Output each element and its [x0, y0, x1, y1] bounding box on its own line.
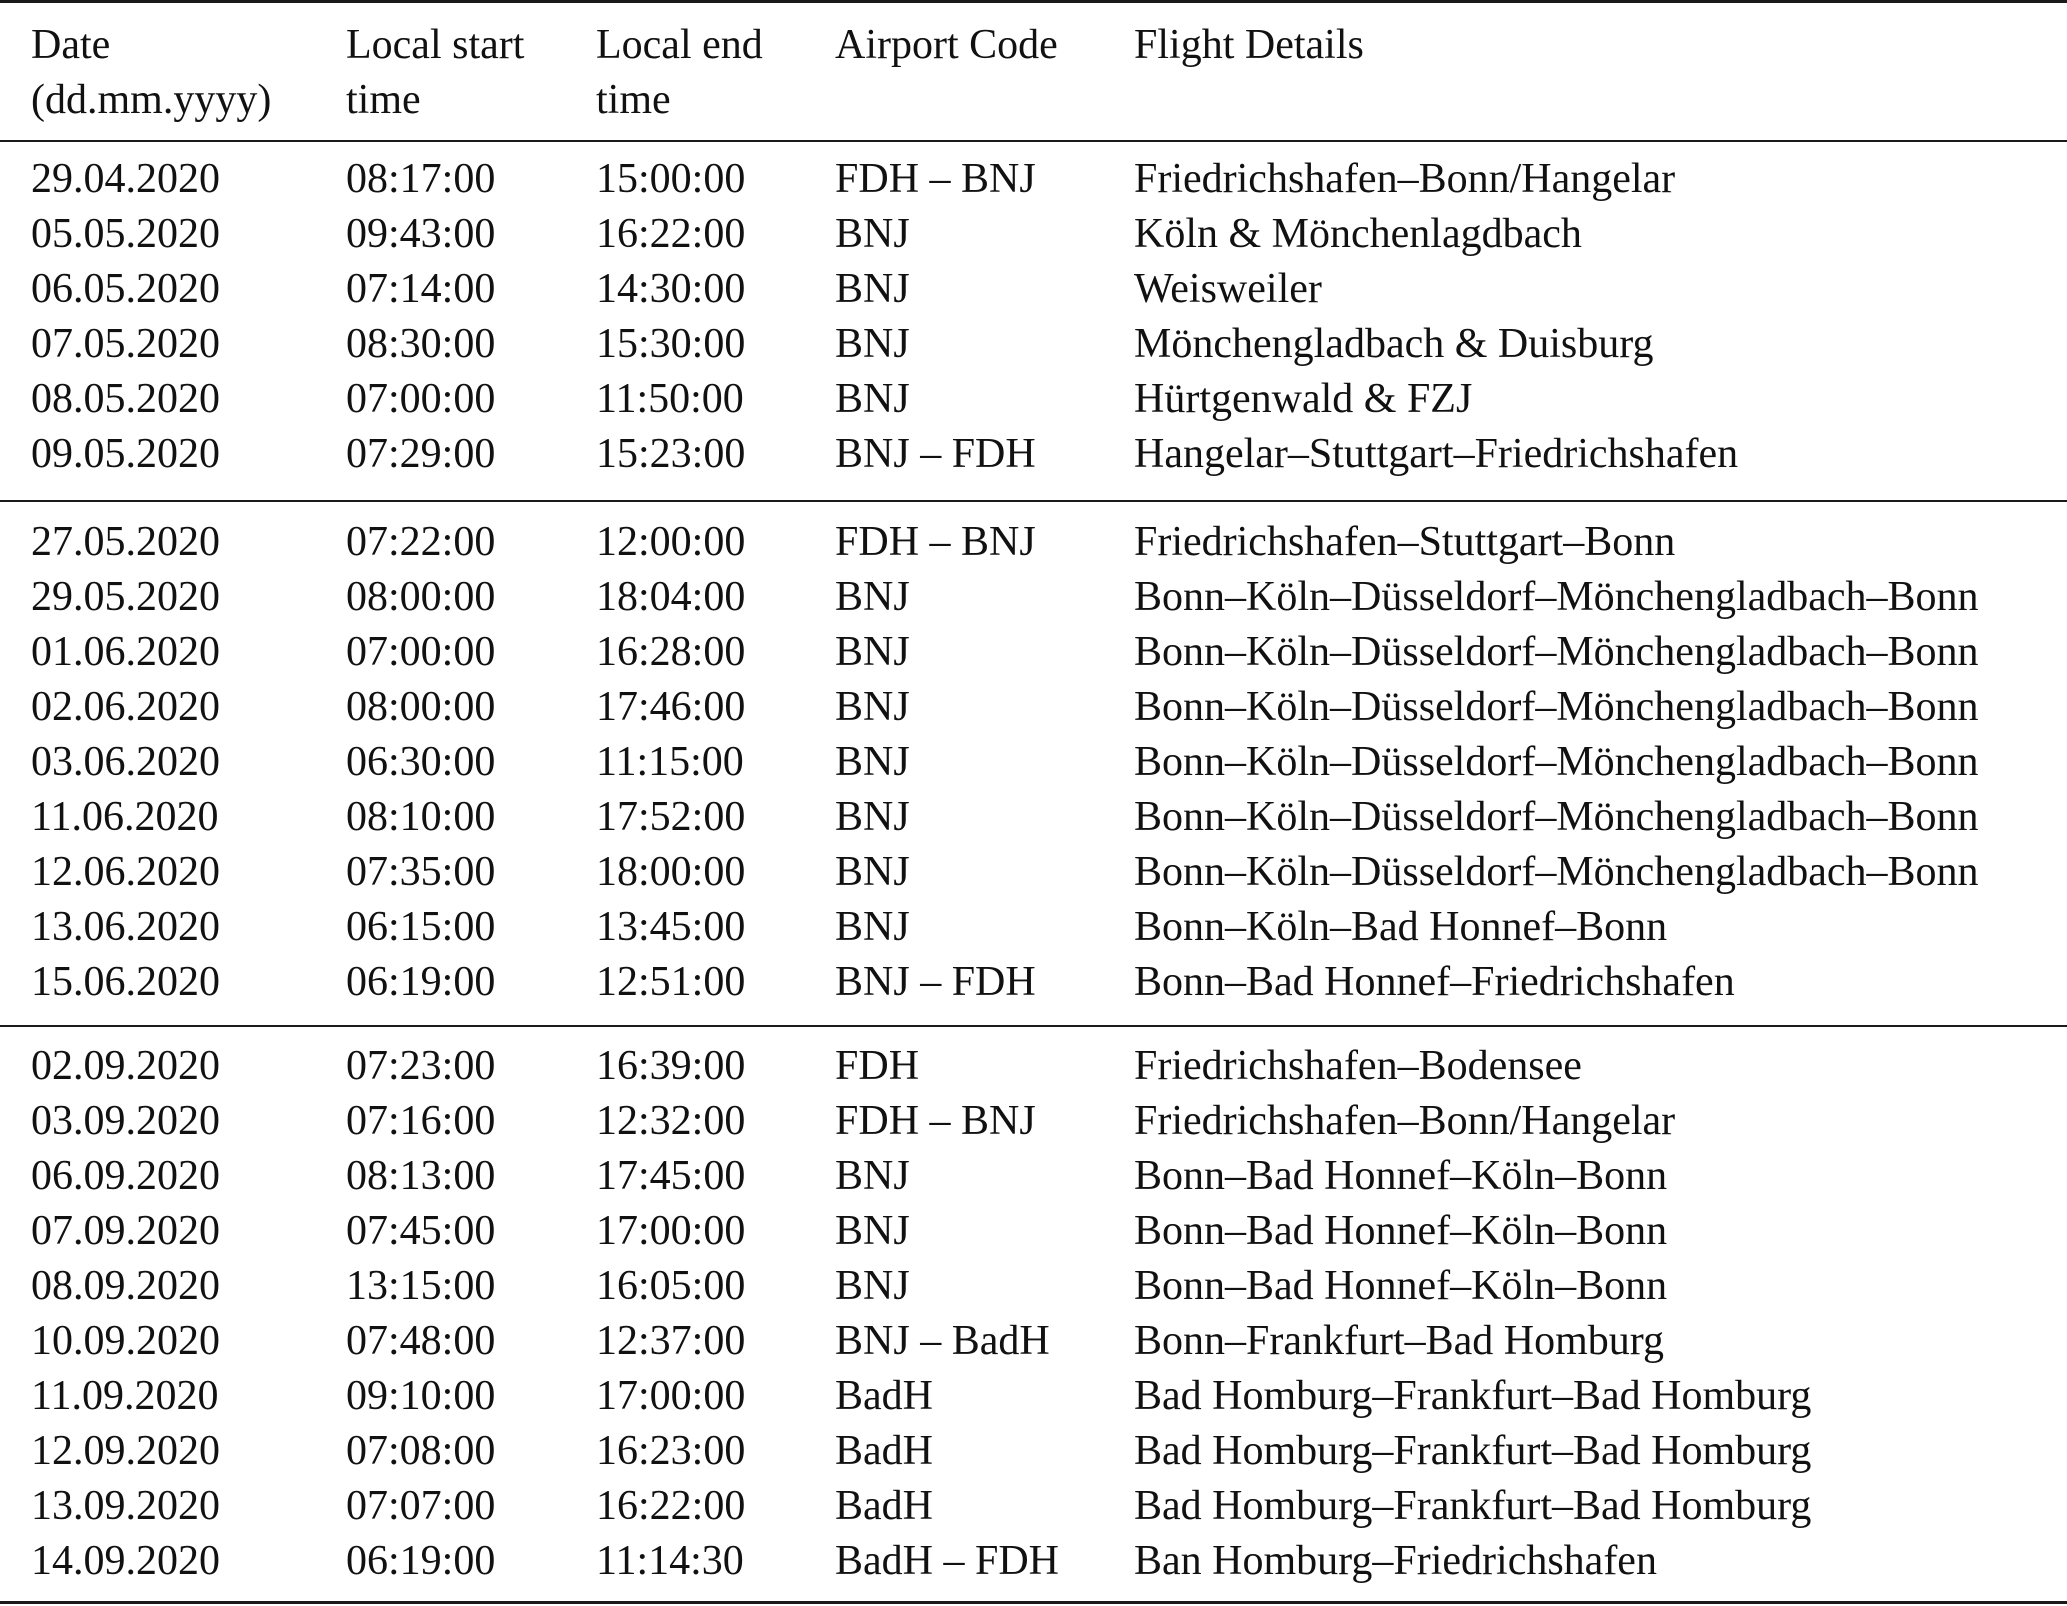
date-cell: 11.06.2020: [31, 794, 219, 840]
date-cell: 03.06.2020: [31, 739, 220, 785]
end-time-cell: 18:04:00: [596, 574, 746, 620]
airport-code-cell: BNJ – FDH: [835, 959, 1036, 1005]
start-time-cell: 07:07:00: [346, 1483, 496, 1529]
end-time-cell: 12:32:00: [596, 1098, 746, 1144]
group-separator-rule-1: [0, 500, 2067, 502]
start-time-cell: 07:23:00: [346, 1043, 496, 1089]
header-start-line-2: time: [346, 77, 421, 123]
date-cell: 12.09.2020: [31, 1428, 220, 1474]
airport-code-cell: BNJ: [835, 211, 910, 257]
date-cell: 02.06.2020: [31, 684, 220, 730]
date-cell: 29.04.2020: [31, 156, 220, 202]
end-time-cell: 11:14:30: [596, 1538, 744, 1584]
airport-code-cell: BNJ: [835, 266, 910, 312]
flight-details-cell: Bonn–Bad Honnef–Friedrichshafen: [1134, 959, 1735, 1005]
flight-details-cell: Bad Homburg–Frankfurt–Bad Homburg: [1134, 1373, 1812, 1419]
end-time-cell: 13:45:00: [596, 904, 746, 950]
start-time-cell: 07:48:00: [346, 1318, 496, 1364]
flight-details-cell: Köln & Mönchenlagdbach: [1134, 211, 1582, 257]
end-time-cell: 12:51:00: [596, 959, 746, 1005]
start-time-cell: 07:16:00: [346, 1098, 496, 1144]
start-time-cell: 09:43:00: [346, 211, 496, 257]
start-time-cell: 09:10:00: [346, 1373, 496, 1419]
flight-details-cell: Ban Homburg–Friedrichshafen: [1134, 1538, 1657, 1584]
header-date-line-2: (dd.mm.yyyy): [31, 77, 272, 123]
table-top-rule: [0, 0, 2067, 3]
airport-code-cell: BNJ: [835, 1263, 910, 1309]
flight-details-cell: Bonn–Bad Honnef–Köln–Bonn: [1134, 1263, 1668, 1309]
flight-details-cell: Weisweiler: [1134, 266, 1322, 312]
date-cell: 29.05.2020: [31, 574, 220, 620]
date-cell: 13.06.2020: [31, 904, 220, 950]
end-time-cell: 15:30:00: [596, 321, 746, 367]
flight-details-cell: Hangelar–Stuttgart–Friedrichshafen: [1134, 431, 1739, 477]
end-time-cell: 16:22:00: [596, 211, 746, 257]
header-local-end-time: [596, 18, 763, 128]
start-time-cell: 06:15:00: [346, 904, 496, 950]
end-time-cell: 15:00:00: [596, 156, 746, 202]
airport-code-cell: FDH – BNJ: [835, 519, 1036, 565]
end-time-cell: 16:39:00: [596, 1043, 746, 1089]
start-time-cell: 07:00:00: [346, 376, 496, 422]
start-time-cell: 07:29:00: [346, 431, 496, 477]
end-time-cell: 17:46:00: [596, 684, 746, 730]
flight-details-cell: Bonn–Köln–Düsseldorf–Mönchengladbach–Bonn: [1134, 629, 1979, 675]
airport-code-cell: BNJ: [835, 904, 910, 950]
end-time-cell: 17:00:00: [596, 1208, 746, 1254]
end-time-cell: 17:00:00: [596, 1373, 746, 1419]
header-date: [31, 18, 271, 128]
end-time-cell: 16:28:00: [596, 629, 746, 675]
flight-details-cell: Bonn–Köln–Düsseldorf–Mönchengladbach–Bonn: [1134, 794, 1979, 840]
start-time-cell: 08:17:00: [346, 156, 496, 202]
airport-code-cell: BNJ: [835, 574, 910, 620]
date-cell: 09.05.2020: [31, 431, 220, 477]
start-time-cell: 13:15:00: [346, 1263, 496, 1309]
header-rule: [0, 140, 2067, 142]
start-time-cell: 06:19:00: [346, 959, 496, 1005]
end-time-cell: 11:15:00: [596, 739, 744, 785]
header-airport-code: [835, 18, 1058, 73]
group-separator-rule-2: [0, 1025, 2067, 1027]
header-flight-details: [1134, 18, 1364, 73]
flight-details-cell: Bad Homburg–Frankfurt–Bad Homburg: [1134, 1483, 1812, 1529]
flight-details-cell: Bonn–Köln–Düsseldorf–Mönchengladbach–Bonn: [1134, 574, 1979, 620]
airport-code-cell: BNJ: [835, 739, 910, 785]
date-cell: 07.05.2020: [31, 321, 220, 367]
header-airport-line-1: Airport Code: [835, 22, 1058, 68]
start-time-cell: 07:00:00: [346, 629, 496, 675]
date-cell: 13.09.2020: [31, 1483, 220, 1529]
airport-code-cell: BNJ: [835, 376, 910, 422]
airport-code-cell: BNJ – BadH: [835, 1318, 1050, 1364]
end-time-cell: 17:52:00: [596, 794, 746, 840]
flight-details-cell: Friedrichshafen–Bonn/Hangelar: [1134, 1098, 1676, 1144]
airport-code-cell: BNJ: [835, 1153, 910, 1199]
end-time-cell: 15:23:00: [596, 431, 746, 477]
end-time-cell: 17:45:00: [596, 1153, 746, 1199]
start-time-cell: 08:13:00: [346, 1153, 496, 1199]
end-time-cell: 18:00:00: [596, 849, 746, 895]
date-cell: 12.06.2020: [31, 849, 220, 895]
flight-details-cell: Bonn–Bad Honnef–Köln–Bonn: [1134, 1208, 1668, 1254]
airport-code-cell: FDH – BNJ: [835, 156, 1036, 202]
airport-code-cell: BadH: [835, 1483, 933, 1529]
start-time-cell: 07:08:00: [346, 1428, 496, 1474]
start-time-cell: 07:35:00: [346, 849, 496, 895]
header-local-start-time: [346, 18, 524, 128]
airport-code-cell: BadH: [835, 1428, 933, 1474]
start-time-cell: 08:10:00: [346, 794, 496, 840]
flight-details-cell: Bonn–Köln–Düsseldorf–Mönchengladbach–Bonn: [1134, 739, 1979, 785]
start-time-cell: 08:00:00: [346, 574, 496, 620]
start-time-cell: 08:00:00: [346, 684, 496, 730]
date-cell: 11.09.2020: [31, 1373, 219, 1419]
date-cell: 03.09.2020: [31, 1098, 220, 1144]
header-end-line-1: Local end: [596, 22, 763, 68]
header-date-line-1: Date: [31, 22, 111, 68]
flight-details-cell: Bonn–Köln–Düsseldorf–Mönchengladbach–Bonn: [1134, 684, 1979, 730]
flight-details-cell: Friedrichshafen–Bodensee: [1134, 1043, 1582, 1089]
end-time-cell: 16:22:00: [596, 1483, 746, 1529]
header-details-line-1: Flight Details: [1134, 22, 1364, 68]
flight-details-cell: Mönchengladbach & Duisburg: [1134, 321, 1654, 367]
airport-code-cell: BNJ: [835, 794, 910, 840]
flight-details-cell: Bonn–Bad Honnef–Köln–Bonn: [1134, 1153, 1668, 1199]
date-cell: 01.06.2020: [31, 629, 220, 675]
date-cell: 06.09.2020: [31, 1153, 220, 1199]
start-time-cell: 08:30:00: [346, 321, 496, 367]
date-cell: 14.09.2020: [31, 1538, 220, 1584]
date-cell: 05.05.2020: [31, 211, 220, 257]
date-cell: 08.05.2020: [31, 376, 220, 422]
start-time-cell: 06:30:00: [346, 739, 496, 785]
start-time-cell: 07:22:00: [346, 519, 496, 565]
date-cell: 08.09.2020: [31, 1263, 220, 1309]
airport-code-cell: BNJ: [835, 684, 910, 730]
flight-details-cell: Bonn–Frankfurt–Bad Homburg: [1134, 1318, 1665, 1364]
flight-details-cell: Friedrichshafen–Bonn/Hangelar: [1134, 156, 1676, 202]
flight-details-cell: Bad Homburg–Frankfurt–Bad Homburg: [1134, 1428, 1812, 1474]
end-time-cell: 12:37:00: [596, 1318, 746, 1364]
end-time-cell: 12:00:00: [596, 519, 746, 565]
flight-details-cell: Friedrichshafen–Stuttgart–Bonn: [1134, 519, 1676, 565]
airport-code-cell: FDH: [835, 1043, 920, 1089]
end-time-cell: 16:23:00: [596, 1428, 746, 1474]
start-time-cell: 07:14:00: [346, 266, 496, 312]
airport-code-cell: BNJ – FDH: [835, 431, 1036, 477]
airport-code-cell: BNJ: [835, 321, 910, 367]
date-cell: 02.09.2020: [31, 1043, 220, 1089]
airport-code-cell: BNJ: [835, 629, 910, 675]
airport-code-cell: BadH: [835, 1373, 933, 1419]
end-time-cell: 11:50:00: [596, 376, 744, 422]
start-time-cell: 07:45:00: [346, 1208, 496, 1254]
header-end-line-2: time: [596, 77, 671, 123]
end-time-cell: 14:30:00: [596, 266, 746, 312]
header-start-line-1: Local start: [346, 22, 525, 68]
flight-details-cell: Bonn–Köln–Bad Honnef–Bonn: [1134, 904, 1668, 950]
end-time-cell: 16:05:00: [596, 1263, 746, 1309]
airport-code-cell: BNJ: [835, 849, 910, 895]
date-cell: 10.09.2020: [31, 1318, 220, 1364]
airport-code-cell: BNJ: [835, 1208, 910, 1254]
flight-details-cell: Hürtgenwald & FZJ: [1134, 376, 1473, 422]
date-cell: 07.09.2020: [31, 1208, 220, 1254]
date-cell: 15.06.2020: [31, 959, 220, 1005]
date-cell: 06.05.2020: [31, 266, 220, 312]
table-bottom-rule: [0, 1601, 2067, 1604]
flight-details-cell: Bonn–Köln–Düsseldorf–Mönchengladbach–Bonn: [1134, 849, 1979, 895]
airport-code-cell: BadH – FDH: [835, 1538, 1060, 1584]
airport-code-cell: FDH – BNJ: [835, 1098, 1036, 1144]
date-cell: 27.05.2020: [31, 519, 220, 565]
start-time-cell: 06:19:00: [346, 1538, 496, 1584]
